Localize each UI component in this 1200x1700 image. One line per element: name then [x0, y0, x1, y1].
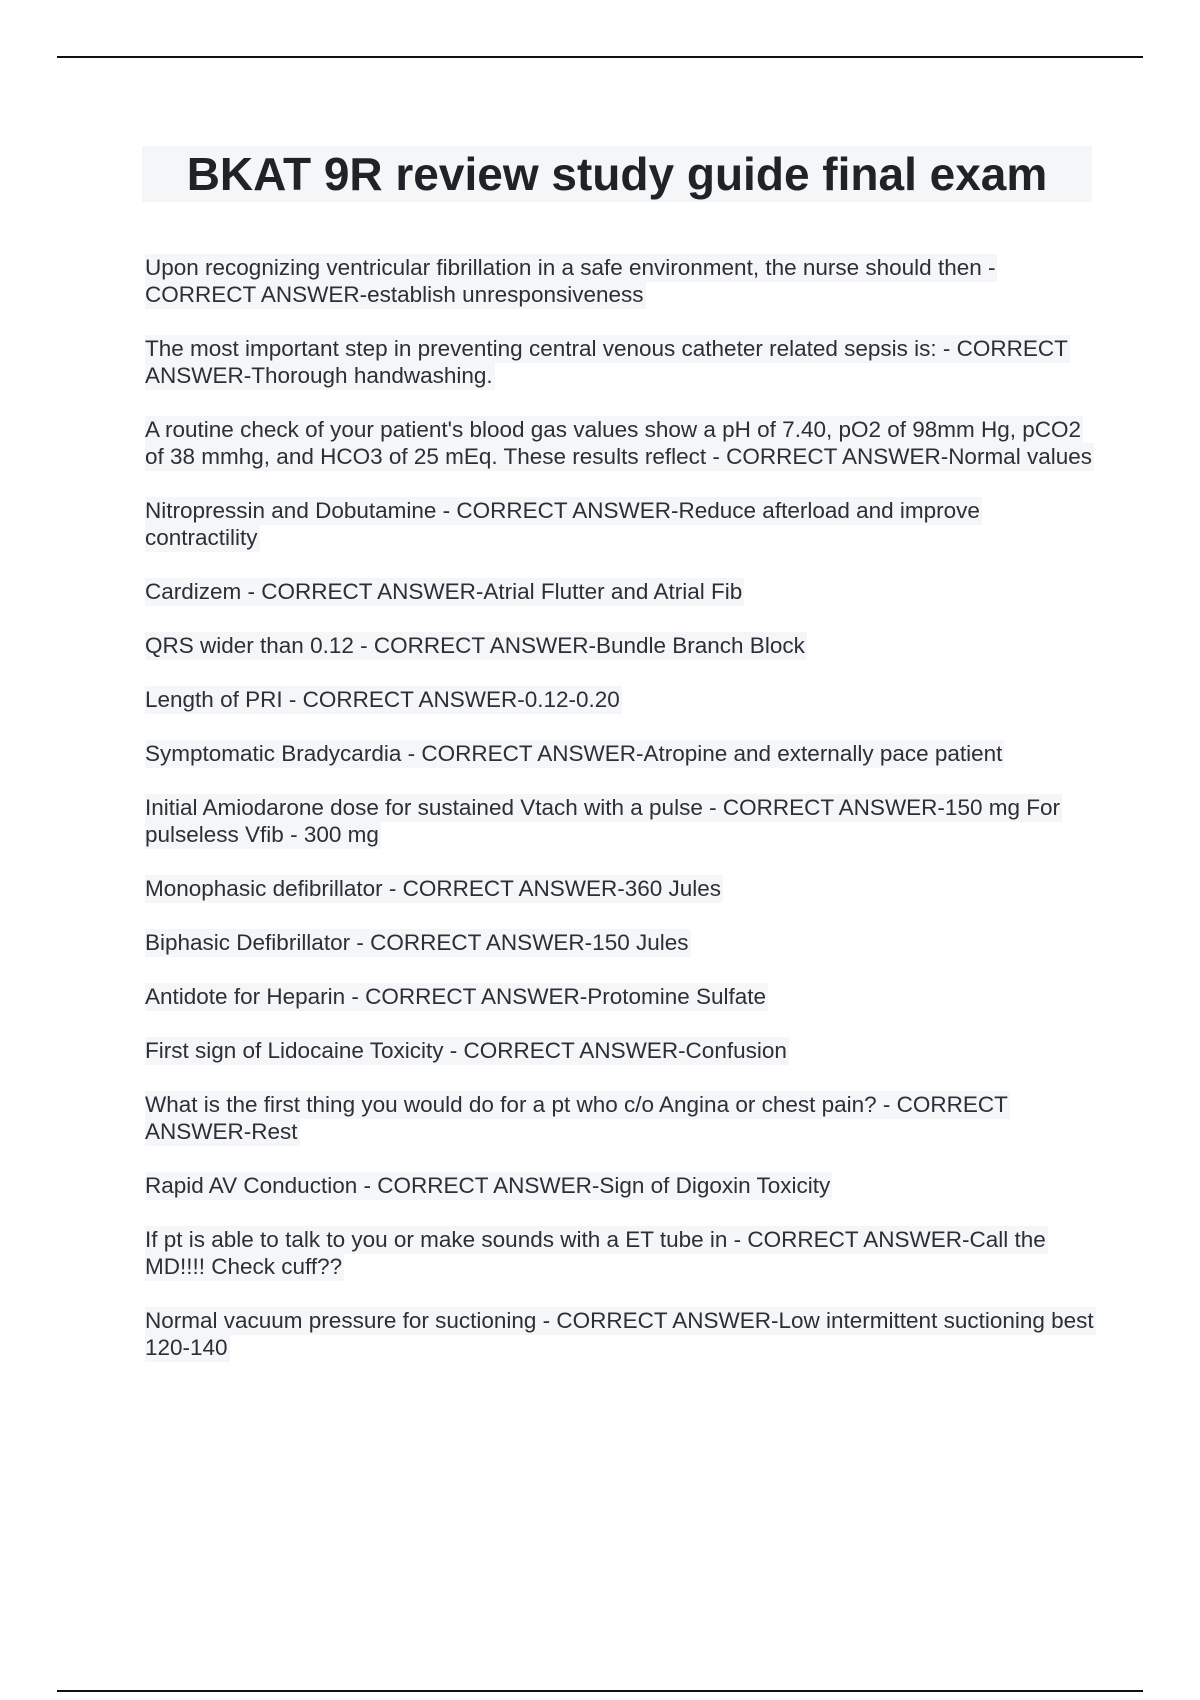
qa-item [145, 632, 1095, 659]
qa-text: Cardizem - CORRECT ANSWER-Atrial Flutter and Atrial Fib [145, 579, 743, 604]
qa-text: Length of PRI - CORRECT ANSWER-0.12-0.20 [145, 687, 620, 712]
top-rule [57, 56, 1143, 58]
qa-item [145, 1091, 1095, 1145]
qa-item [145, 983, 1095, 1010]
qa-text: Antidote for Heparin - CORRECT ANSWER-Protomine Sulfate [145, 984, 767, 1009]
qa-text: Initial Amiodarone dose for sustained Vtach with a pulse - CORRECT ANSWER-150 mg For pulseless Vfib - 300 mg [145, 795, 1060, 847]
qa-item [145, 929, 1095, 956]
qa-item [145, 254, 1095, 308]
qa-item [145, 416, 1095, 470]
qa-list [145, 254, 1095, 1388]
page-title: BKAT 9R review study guide final exam [186, 148, 1048, 200]
qa-item [145, 686, 1095, 713]
qa-text: QRS wider than 0.12 - CORRECT ANSWER-Bundle Branch Block [145, 633, 805, 658]
qa-item [145, 335, 1095, 389]
qa-item [145, 1172, 1095, 1199]
bottom-rule [57, 1690, 1143, 1692]
qa-item [145, 497, 1095, 551]
qa-text: Rapid AV Conduction - CORRECT ANSWER-Sign of Digoxin Toxicity [145, 1173, 831, 1198]
qa-item [145, 1307, 1095, 1361]
qa-item [145, 875, 1095, 902]
qa-text: Symptomatic Bradycardia - CORRECT ANSWER-Atropine and externally pace patient [145, 741, 1003, 766]
qa-text: Normal vacuum pressure for suctioning - CORRECT ANSWER-Low intermittent suctioning best 120-140 [145, 1308, 1094, 1360]
qa-text: Nitropressin and Dobutamine - CORRECT ANSWER-Reduce afterload and improve contractility [145, 498, 980, 550]
qa-item [145, 740, 1095, 767]
qa-item [145, 1037, 1095, 1064]
qa-text: A routine check of your patient's blood gas values show a pH of 7.40, pO2 of 98mm Hg, pCO2 of 38 mmhg, and HCO3 of 25 mEq. These results reflect - CORRECT ANSWER-Normal values [145, 417, 1092, 469]
qa-item [145, 794, 1095, 848]
qa-text: Biphasic Defibrillator - CORRECT ANSWER-150 Jules [145, 930, 689, 955]
qa-text: The most important step in preventing central venous catheter related sepsis is: - CORRECT ANSWER-Thorough handwashing. [145, 336, 1068, 388]
qa-text: First sign of Lidocaine Toxicity - CORRECT ANSWER-Confusion [145, 1038, 787, 1063]
qa-text: Upon recognizing ventricular fibrillation in a safe environment, the nurse should then - CORRECT ANSWER-establish unresponsiveness [145, 255, 996, 307]
qa-item [145, 578, 1095, 605]
qa-text: Monophasic defibrillator - CORRECT ANSWER-360 Jules [145, 876, 722, 901]
title-banner [142, 146, 1092, 202]
qa-text: If pt is able to talk to you or make sounds with a ET tube in - CORRECT ANSWER-Call the MD!!!! Check cuff?? [145, 1227, 1046, 1279]
qa-item [145, 1226, 1095, 1280]
qa-text: What is the first thing you would do for a pt who c/o Angina or chest pain? - CORRECT ANSWER-Rest [145, 1092, 1008, 1144]
